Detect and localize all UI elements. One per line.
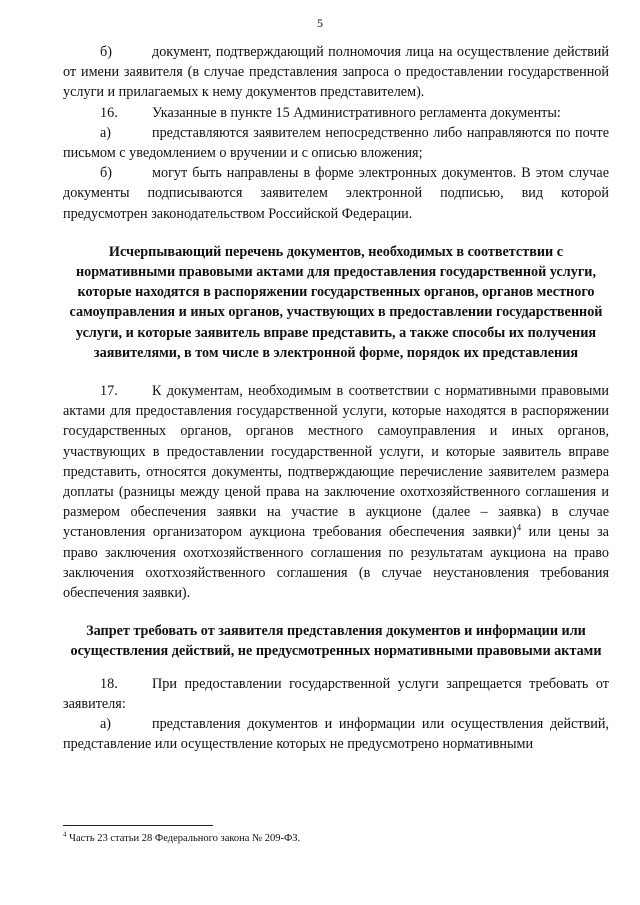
item-label: 16. (100, 104, 118, 121)
item-label: 17. (100, 383, 118, 400)
item-label: а) (100, 124, 112, 141)
document-body (63, 42, 609, 755)
paragraph-16b (63, 163, 609, 224)
item-label: б) (100, 165, 112, 182)
item-label: 18. (100, 675, 118, 692)
paragraph-text: документ, подтверждающий полномочия лица на осуществление действий от имени заявителя (в случае представления запроса о предоставлении государственной услуги и прилагаемых к нему документов представителем). (63, 44, 609, 101)
paragraph-18 (63, 674, 609, 714)
paragraph-text: представляются заявителем непосредственно либо направляются по почте письмом с уведомлением о вручении и с описью вложения; (63, 124, 609, 162)
item-label: б) (100, 44, 112, 60)
paragraph-text: Указанные в пункте 15 Административного регламента документы: (152, 104, 561, 121)
paragraph-16 (63, 103, 609, 123)
footnote-text: Часть 23 статьи 28 Федерального закона № 209-ФЗ. (69, 833, 301, 844)
footnote-divider (63, 825, 213, 826)
footnote-number: 4 (63, 830, 67, 839)
footnote (63, 830, 301, 844)
paragraph-text: представления документов и информации или осуществления действий, представление или осуществление которых не предусмотрено нормативными (63, 716, 609, 753)
paragraph-17 (63, 381, 609, 603)
paragraph-text: К документам, необходимым в соответствии с нормативными правовыми актами для предоставления государственной услуги, которые находятся в распоряжении государственных органов, органов местного самоуправления и иных органов, участвующих в предоставлении государственной услуги, и которые заявитель вправе представить, относятся документы, подтверждающие перечисление заявителем размера доплаты (разницы между ценой права на заключение охотхозяйственного соглашения и размером обеспечения заявки на участие в аукционе (далее – заявка) в случае установления организатором аукциона требования обеспечения заявки) (63, 383, 609, 541)
paragraph-text: При предоставлении государственной услуги запрещается требовать от заявителя: (63, 675, 609, 712)
paragraph-15b (63, 42, 609, 103)
item-label: а) (100, 716, 112, 733)
footnote-reference[interactable]: 4 (516, 522, 522, 533)
paragraph-18a (63, 714, 609, 754)
paragraph-text-continued: или цены за право заключения охотхозяйственного соглашения по результатам аукциона на право заключения охотхозяйственного соглашения (в случае неустановления требования обеспечения заявки). (63, 524, 609, 602)
paragraph-text: могут быть направлены в форме электронных документов. В этом случае документы подписываются заявителем электронной подписью, вид которой предусмотрен законодательством Российской Федерации. (63, 165, 609, 222)
section-heading-prohibition: Запрет требовать от заявителя представления документов и информации или осуществления действий, не предусмотренных нормативными правовыми актами (70, 623, 602, 660)
section-heading-documents-list: Исчерпывающий перечень документов, необходимых в соответствии с нормативными правовыми актами для предоставления государственной услуги, которые находятся в распоряжении государственных органов, органов местного самоуправления и иных органов, участвующих в предоставлении государственной услуги, и которые заявитель вправе представить, а также способы их получения заявителями, в том числе в электронной форме, порядок их представления (69, 243, 603, 361)
page-number: 5 (317, 16, 323, 30)
paragraph-16a (63, 123, 609, 163)
